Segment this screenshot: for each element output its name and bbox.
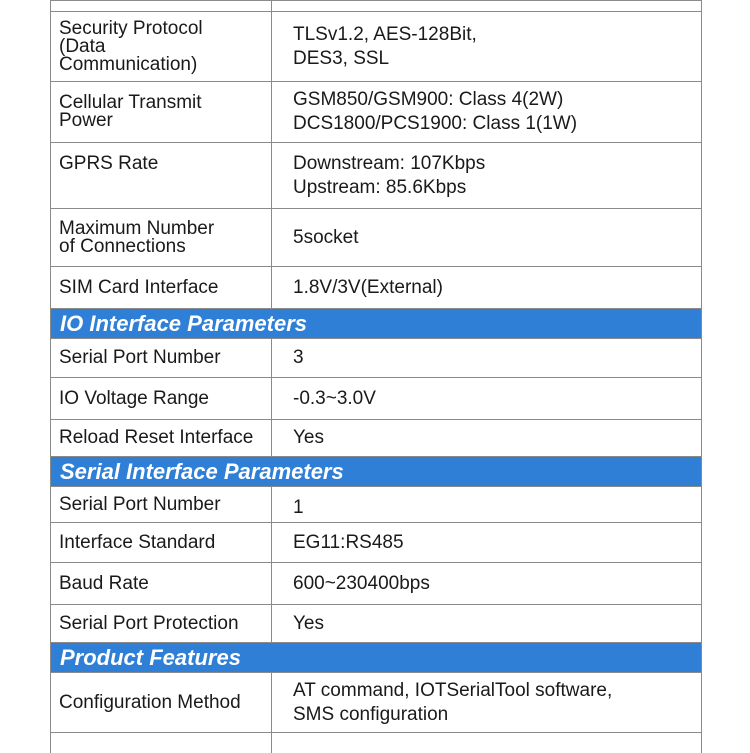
table-row-interface-standard (51, 523, 701, 563)
value-line: 1 (293, 496, 304, 518)
table-row-serial-port-number (51, 487, 701, 523)
row-label: GPRS Rate (51, 143, 272, 208)
row-label: SIM Card Interface (51, 267, 272, 308)
table-row-max-connections (51, 209, 701, 267)
value-line: Yes (293, 427, 324, 448)
row-value (272, 378, 701, 419)
table-row-serial-port-protection (51, 605, 701, 643)
value-line: 5socket (293, 226, 359, 248)
row-value (272, 487, 701, 522)
row-label: Configuration Method (51, 673, 272, 732)
row-value (272, 209, 701, 266)
spec-table (50, 0, 702, 753)
value-line: Yes (293, 612, 324, 634)
row-value (272, 267, 701, 308)
value-line: GSM850/GSM900: Class 4(2W) (293, 89, 564, 110)
value-line: EG11:RS485 (293, 531, 404, 553)
value-line: 1.8V/3V(External) (293, 276, 443, 298)
row-value (272, 673, 701, 732)
value-line: -0.3~3.0V (293, 387, 376, 409)
row-label: Interface Standard (51, 523, 272, 562)
row-value (272, 733, 701, 753)
table-row-cut-off (51, 733, 701, 753)
value-line: TLSv1.2, AES-128Bit, (293, 23, 477, 45)
row-value (272, 12, 701, 81)
row-label: Baud Rate (51, 563, 272, 604)
value-line: AT command, IOTSerialTool software, (293, 679, 613, 701)
row-value (272, 605, 701, 642)
row-label: Serial Port Protection (51, 605, 272, 642)
value-line: 3 (293, 347, 304, 368)
value-line: DCS1800/PCS1900: Class 1(1W) (293, 113, 578, 134)
row-label: IO Voltage Range (51, 378, 272, 419)
row-label: Serial Port Number (51, 487, 272, 522)
row-label: Reload Reset Interface (51, 420, 272, 456)
value-line: DES3, SSL (293, 47, 390, 69)
row-label (51, 1, 272, 11)
table-row-cut-off (51, 0, 701, 12)
table-row-baud-rate (51, 563, 701, 605)
row-value (272, 1, 701, 11)
value-line: SMS configuration (293, 703, 449, 725)
table-row-io-voltage (51, 378, 701, 420)
table-row-gprs-rate (51, 143, 701, 209)
section-header-features: Product Features (51, 643, 701, 673)
value-line: Upstream: 85.6Kbps (293, 176, 467, 198)
row-label: Cellular Transmit Power (51, 82, 272, 142)
row-value (272, 563, 701, 604)
row-value (272, 523, 701, 562)
row-value (272, 420, 701, 456)
section-header-serial: Serial Interface Parameters (51, 457, 701, 487)
table-row-io-serial-port-number (51, 339, 701, 378)
value-line: 600~230400bps (293, 572, 430, 594)
table-row-configuration-method (51, 673, 701, 733)
row-value (272, 143, 701, 208)
table-row-security-protocol (51, 12, 701, 82)
row-label: Maximum Number of Connections (51, 209, 272, 266)
row-value (272, 82, 701, 142)
row-label: Serial Port Number (51, 339, 272, 377)
row-label: Security Protocol (Data Communication) (51, 12, 272, 81)
row-value (272, 339, 701, 377)
table-row-transmit-power (51, 82, 701, 143)
table-row-reload-reset (51, 420, 701, 457)
value-line: Downstream: 107Kbps (293, 152, 486, 174)
row-label (51, 733, 272, 753)
section-header-io: IO Interface Parameters (51, 309, 701, 339)
table-row-sim-interface (51, 267, 701, 309)
